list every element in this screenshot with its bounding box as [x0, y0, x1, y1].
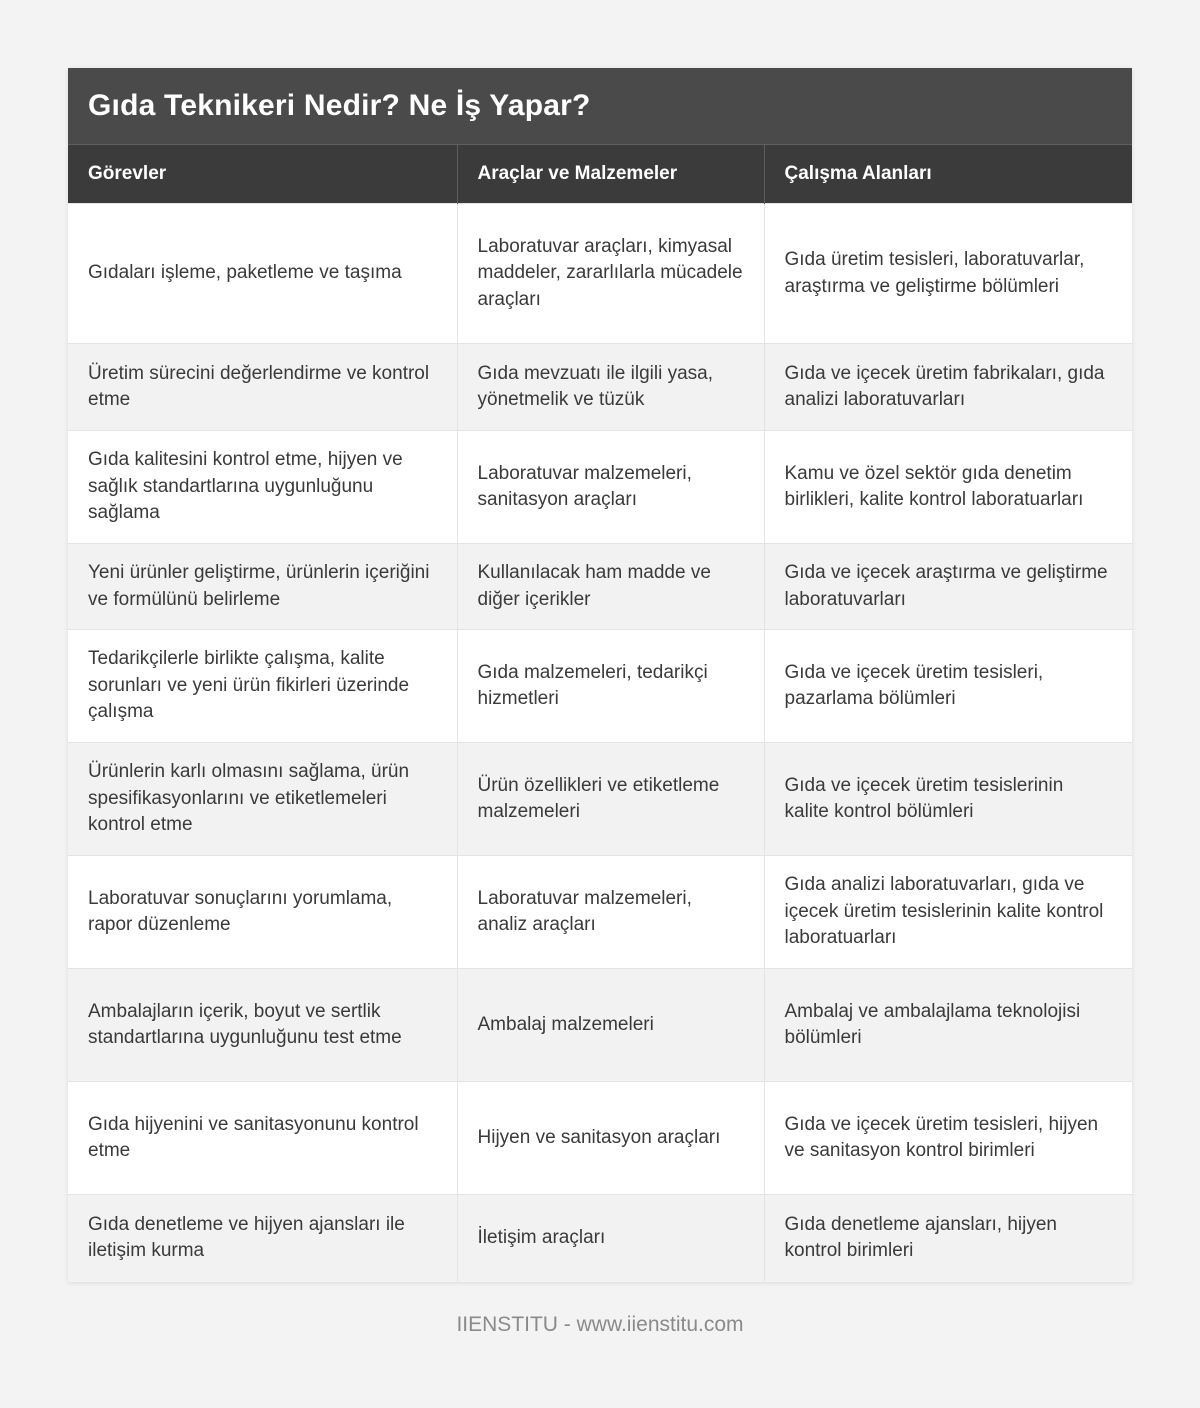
table-cell: İletişim araçları	[457, 1195, 764, 1282]
table-cell: Hijyen ve sanitasyon araçları	[457, 1082, 764, 1195]
table-cell: Gıdaları işleme, paketleme ve taşıma	[68, 204, 457, 344]
table-cell: Laboratuvar malzemeleri, sanitasyon araçları	[457, 431, 764, 544]
table-cell: Gıda mevzuatı ile ilgili yasa, yönetmelik ve tüzük	[457, 344, 764, 431]
table-row	[68, 544, 1132, 630]
table-cell: Ambalaj malzemeleri	[457, 969, 764, 1082]
table-cell: Kullanılacak ham madde ve diğer içerikler	[457, 544, 764, 630]
table-cell: Ürünlerin karlı olmasını sağlama, ürün spesifikasyonlarını ve etiketlemeleri kontrol etme	[68, 743, 457, 856]
table-row	[68, 743, 1132, 856]
table-row	[68, 204, 1132, 344]
data-table	[68, 144, 1132, 1282]
table-cell: Yeni ürünler geliştirme, ürünlerin içeriğini ve formülünü belirleme	[68, 544, 457, 630]
table-row	[68, 969, 1132, 1082]
table-cell: Gıda ve içecek üretim tesislerinin kalite kontrol bölümleri	[764, 743, 1132, 856]
table-cell: Ambalajların içerik, boyut ve sertlik standartlarına uygunluğunu test etme	[68, 969, 457, 1082]
table-cell: Gıda ve içecek araştırma ve geliştirme laboratuvarları	[764, 544, 1132, 630]
table-cell: Laboratuvar araçları, kimyasal maddeler, zararlılarla mücadele araçları	[457, 204, 764, 344]
table-cell: Gıda ve içecek üretim fabrikaları, gıda analizi laboratuvarları	[764, 344, 1132, 431]
table-cell: Gıda malzemeleri, tedarikçi hizmetleri	[457, 630, 764, 743]
column-header-araclar: Araçlar ve Malzemeler	[457, 145, 764, 204]
table-cell: Gıda ve içecek üretim tesisleri, hijyen ve sanitasyon kontrol birimleri	[764, 1082, 1132, 1195]
table-cell: Gıda hijyenini ve sanitasyonunu kontrol etme	[68, 1082, 457, 1195]
table-row	[68, 1195, 1132, 1282]
table-row	[68, 344, 1132, 431]
table-cell: Kamu ve özel sektör gıda denetim birlikleri, kalite kontrol laboratuarları	[764, 431, 1132, 544]
column-header-calisma-alanlari: Çalışma Alanları	[764, 145, 1132, 204]
table-cell: Gıda analizi laboratuvarları, gıda ve içecek üretim tesislerinin kalite kontrol laboratuarları	[764, 856, 1132, 969]
table-cell: Laboratuvar sonuçlarını yorumlama, rapor düzenleme	[68, 856, 457, 969]
page-title: Gıda Teknikeri Nedir? Ne İş Yapar?	[88, 89, 591, 122]
footer-credit: IIENSTITU - www.iienstitu.com	[456, 1313, 744, 1336]
table-row	[68, 1082, 1132, 1195]
table-cell: Ambalaj ve ambalajlama teknolojisi bölümleri	[764, 969, 1132, 1082]
header-row	[68, 145, 1132, 204]
table-cell: Gıda denetleme ajansları, hijyen kontrol birimleri	[764, 1195, 1132, 1282]
table-cell: Ürün özellikleri ve etiketleme malzemeleri	[457, 743, 764, 856]
table-cell: Tedarikçilerle birlikte çalışma, kalite sorunları ve yeni ürün fikirleri üzerinde çalışma	[68, 630, 457, 743]
table-cell: Gıda kalitesini kontrol etme, hijyen ve sağlık standartlarına uygunluğunu sağlama	[68, 431, 457, 544]
table-cell: Gıda ve içecek üretim tesisleri, pazarlama bölümleri	[764, 630, 1132, 743]
table-row	[68, 856, 1132, 969]
table-row	[68, 431, 1132, 544]
table-card	[68, 68, 1132, 1282]
table-row	[68, 630, 1132, 743]
title-bar	[68, 68, 1132, 144]
table-cell: Gıda üretim tesisleri, laboratuvarlar, araştırma ve geliştirme bölümleri	[764, 204, 1132, 344]
table-cell: Gıda denetleme ve hijyen ajansları ile iletişim kurma	[68, 1195, 457, 1282]
table-cell: Laboratuvar malzemeleri, analiz araçları	[457, 856, 764, 969]
column-header-gorevler: Görevler	[68, 145, 457, 204]
table-cell: Üretim sürecini değerlendirme ve kontrol etme	[68, 344, 457, 431]
